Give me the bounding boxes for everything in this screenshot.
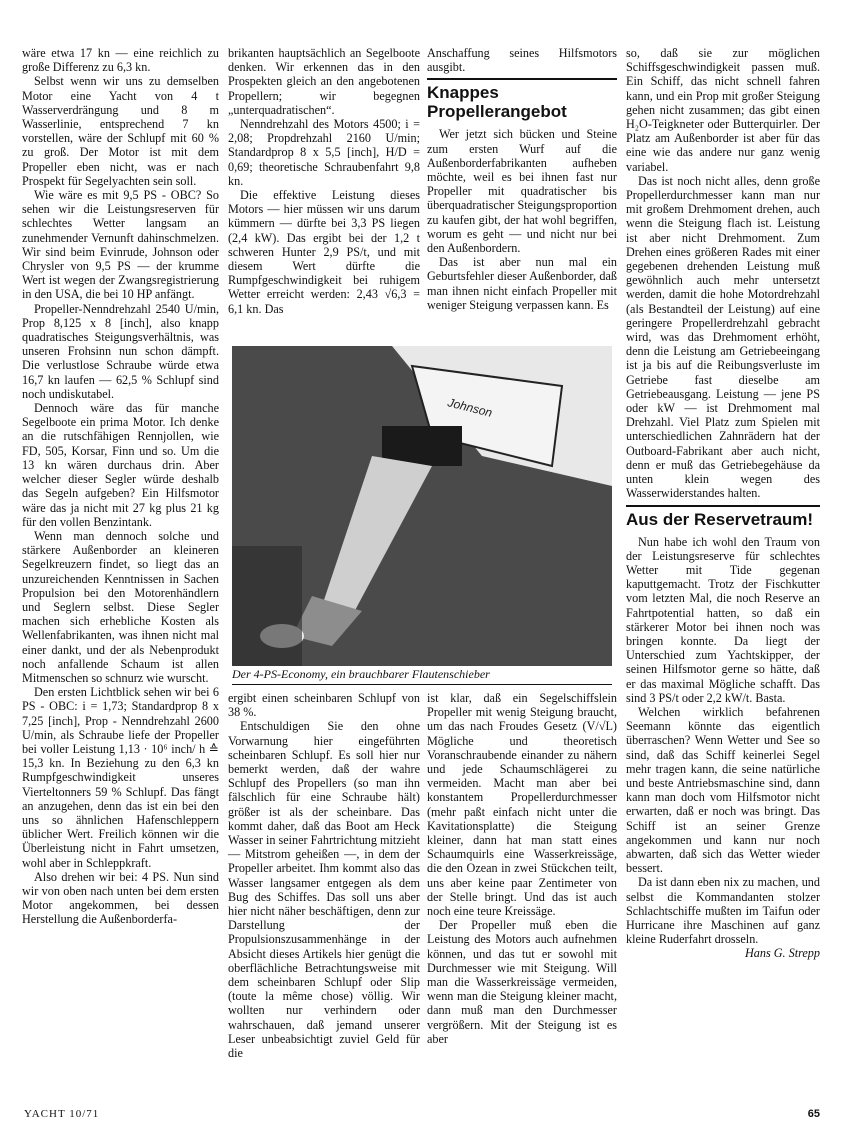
paragraph: Die effektive Leistung dieses Motors — hier müssen wir uns darum kümmern — dürfte bei 3,3 PS liegen (2,4 kW). Das ergibt bei der 1,2 t schweren Hunter 2,9 PS/t, und mit diesem Wert dürfte die Rumpfgeschwindigkeit bei ruhigem Wetter erreicht werden: 2,43 √6,3 = 6,1 kn. Das [228, 188, 420, 316]
paragraph: Das ist aber nun mal ein Geburtsfehler dieser Außenborder, daß man ihnen nicht einfach Propeller mit weniger Steigung verpassen kann. Es [427, 255, 617, 312]
footer-issue: YACHT 10/71 [24, 1108, 100, 1120]
paragraph: brikanten hauptsächlich an Segelboote denken. Wir erkennen das in den Prospekten gleich an den angebotenen Propellern; wir begegnen „unterquadratischen“. [228, 46, 420, 117]
paragraph: Den ersten Lichtblick sehen wir bei 6 PS - OBC: i = 1,73; Standardprop 8 x 7,25 [inch], Prop - Nenndrehzahl 2600 U/min, als Schraube liefe der Propeller bei voller Leistung 1,13 · 10⁶ inch/ h ≙ 15,3 kn. In Beziehung zu den 6,3 kn Rumpfgeschwindigkeit unseres Vierteltonners 59 % Schlupf. Das fängt an anzugehen, denn das ist ein bei den uns so ähnlichen Hafenschleppern üblicher Wert. Freilich können wir die Überleistung nicht in Fahrt umsetzen, wohl aber in Schleppkraft. [22, 685, 219, 870]
column-2 [228, 46, 420, 316]
paragraph: Propeller-Nenndrehzahl 2540 U/min, Prop 8,125 x 8 [inch], also knapp quadratisches Steigungsverhältnis, was unseren Frohsinn nun schon dämpft. Die verlustlose Schraube würde etwa 16,7 kn laufen — 62,5 % Schlupf sind noch undiskutabel. [22, 301, 219, 401]
paragraph: Wer jetzt sich bücken und Steine zum ersten Wurf auf die Außenborderfabrikanten aufheben möchte, weil es bei ihnen fast nur Propeller mit quadratischer bis überquadratischer Steigungsproportion zu kaufen gibt, der hat wohl begriffen, worum es geht — und nicht nur bei den Außenbordern. [427, 127, 617, 256]
paragraph: ist klar, daß ein Segelschiffslein Propeller mit wenig Steigung braucht, um das nach Froudes Gesetz (V/√L) Mögliche und theoretisch Voranschraubende einander zu nähern und jede Schaumschlägerei zu vermeiden. Macht man aber bei konstantem Propellerdurchmesser (mehr paßt einfach nicht unter die Kavitationsplatte) die Steigung kleiner, dann hat man statt eines Schaumquirls eine Wasserkreissäge, die den Ozean in zwei Stückchen teilt, uns aber keine paar Zentimeter von der Stelle bringt. Und das ist auch noch eine teure Kreissäge. [427, 691, 617, 919]
author-signature: Hans G. Strepp [744, 946, 820, 961]
photo-illustration [232, 346, 612, 666]
outboard-motor-photo [232, 346, 612, 666]
paragraph: Nun habe ich wohl den Traum von der Leistungsreserve für schlechtes Wetter mit Tide gegenan kaputtgemacht. Trotz der Fischkutter vom letzten Mal, die noch Reserve an Fahrtpotential hatten, so daß ein stärkerer Motor bei ihnen noch was bringen konnte. Da liegt der Unterschied zum Yachtskipper, der seinen Hilfsmotor gerne so hätte, daß er das maximal Mögliche schafft. Das sind 3 PS/t oder 2,2 kW/t. Basta. [626, 534, 820, 705]
paragraph: Das ist noch nicht alles, denn große Propellerdurchmesser kann man nur mit großem Drehmoment drehen, auch wenn die Steigung flach ist. Leistung ist aber nicht Drehmoment. Zum Drehen eines größeren Rades mit einer gegebenen drehenden Leistung muß gewöhnlich auch mehr untersetzt werden, damit die hohe Motordrehzahl (als Bestandteil der Leistung) auf eine geringere Propellerdrehzahl gebracht wird, was das Drehmoment erhöht, denn die Leistung am Getriebeeingang ist ja bis auf die Reibungsverluste im Getriebe fast dieselbe am Getriebeausgang. Leistung — jene PS oder kW — ist Drehmoment mal Drehzahl. Viel Platz zum Spielen mit unterschiedlichen Zahnrädern hat der Outboard-Fabrikant aber auch nicht, denn er muß das Getriebegehäuse da unten klein wegen des Wasserwiderstandes halten. [626, 173, 820, 501]
column-2-bottom [228, 691, 420, 1060]
column-3 [427, 46, 617, 312]
paragraph: ergibt einen scheinbaren Schlupf von 38 %. [228, 691, 420, 720]
paragraph: Da ist dann eben nix zu machen, und selbst die Kommandanten stolzer Schlachtschiffe mußten im Taifun oder Hurricane ihre Maschinen auf ganz kleine Ruderfahrt drosseln. [626, 875, 820, 947]
section-heading: Knappes Propellerangebot [427, 78, 617, 121]
section-heading: Aus der Reservetraum! [626, 505, 820, 529]
paragraph: Entschuldigen Sie den ohne Vorwarnung hier eingeführten scheinbaren Schlupf. Es soll hier nur bemerkt werden, daß der wahre Schlupf des Propellers (so man ihn fälschlich für eine Schraube hält) größer ist als der scheinbare. Das kommt daher, daß das Boot am Heck Wasser in seiner Fahrtrichtung mitzieht — Mitstrom geheißen —, in dem der Propeller arbeitet. Ihm kommt also das Wasser langsamer entgegen als dem Bug des Schiffes. Das soll uns aber hier nicht näher beschäftigen, denn zur Darstellung der Propulsionszusammenhänge in der Absicht dieses Artikels hier genügt die oberflächliche Betrachtungsweise mit dem scheinbaren Schlupf oder Slip (toute la même chose) völlig. Wir wollten nur verhindern oder wahrschauen, daß jemand unserer Leser unbeabsichtigt zuviel Geld für die [228, 719, 420, 1061]
brand-label: Johnson [446, 395, 494, 420]
page-number: 65 [807, 1108, 820, 1120]
paragraph: Nenndrehzahl des Motors 4500; i = 2,08; Propdrehzahl 2160 U/min; Standardprop 8 x 5,5 [inch], H/D = 0,69; theoretische Schraubenfahrt 9,8 kn. [228, 117, 420, 188]
column-3-bottom [427, 691, 617, 1046]
paragraph: wäre etwa 17 kn — eine reichlich zu große Differenz zu 6,3 kn. [22, 46, 219, 75]
column-1 [22, 46, 219, 927]
paragraph: Also drehen wir bei: 4 PS. Nun sind wir von oben nach unten bei dem ersten Motor angekommen, bei dessen Herstellung die Außenborderfa- [22, 869, 219, 927]
paragraph: Selbst wenn wir uns zu demselben Motor eine Yacht von 4 t Wasserverdrängung und 8 m Wasserlinie, entsprechend 7 kn vorstellen, wäre der Schlupf mit 60 % zu groß. Der Motor ist mit dem Propeller eben nicht, was er nach Prospekt für Segelyachten sein soll. [22, 74, 219, 188]
paragraph: Wenn man dennoch solche und stärkere Außenborder an kleineren Segelkreuzern findet, so liegt das an unzureichenden Kenntnissen in Sachen Propulsion bei den Motorenhändlern und Seglern selbst. Diese Segler machen sich erhebliche Kosten als Wellenfabrikanten, was ihnen nicht mal einer dankt, und der als Nebenprodukt noch anfallende Schaum ist allen Mitmenschen so schnurz wie wurscht. [22, 528, 219, 685]
caption-rule [232, 684, 612, 685]
paragraph: Dennoch wäre das für manche Segelboote ein prima Motor. Ich denke an die rutschfähigen Rennjollen, wie FD, 505, Korsar, Finn und so. Um die 13 kn wären durchaus drin. Aber welcher dieser Segler würde deshalb das Segeln aufgeben? Ein Hilfsmotor wäre das ja nicht mit 27 kg plus 21 kg für den vollen Benzintank. [22, 401, 219, 529]
paragraph: Welchen wirklich befahrenen Seemann könnte das eigentlich überraschen? Wenn Wetter und See so sind, daß das Schiff keinerlei Segel mehr tragen kann, die seine natürliche und beste Antriebsmaschine sind, dann kann man doch vom Hilfsmotor nicht erwarten, daß er noch was bringt. Das Schiff ist an seiner Grenze angekommen und kann nur noch abwarten, daß sich das Wetter wieder bessert. [626, 704, 820, 876]
column-4 [626, 46, 820, 961]
paragraph: Der Propeller muß eben die Leistung des Motors auch aufnehmen können, und das tut er sowohl mit Durchmesser wie mit Steigung. Will man die Wasserkreissäge vermeiden, wenn man die Steigung kleiner macht, dann muß man den Durchmesser vergrößern. Mit der Steigung ist es aber [427, 918, 617, 1046]
photo-caption: Der 4-PS-Economy, ein brauchbarer Flautenschieber [232, 667, 490, 681]
paragraph: Anschaffung seines Hilfsmotors ausgibt. [427, 46, 617, 75]
paragraph: Wie wäre es mit 9,5 PS - OBC? So sehen wir die Leistungsreserven für schlechtes Wetter langsam an zunehmender Vernunft dahinschmelzen. Wir sind beim Evinrude, Johnson oder Chrysler von 9,5 PS — der krumme Wert ist wegen der Zwangsregistrierung in den USA, die bei 10 HP anfängt. [22, 188, 219, 302]
paragraph: so, daß sie zur möglichen Schiffsgeschwindigkeit passen muß. Ein Schiff, das nicht schnell fahren kann, und ein Prop mit großer Steigung gehen nicht zusammen; das gibt einen H₂O-Teigkneter oder Butterquirler. Der Platz am Außenborder ist aber für das eine wie das andere nur ganz wenig variabel. [626, 46, 820, 174]
